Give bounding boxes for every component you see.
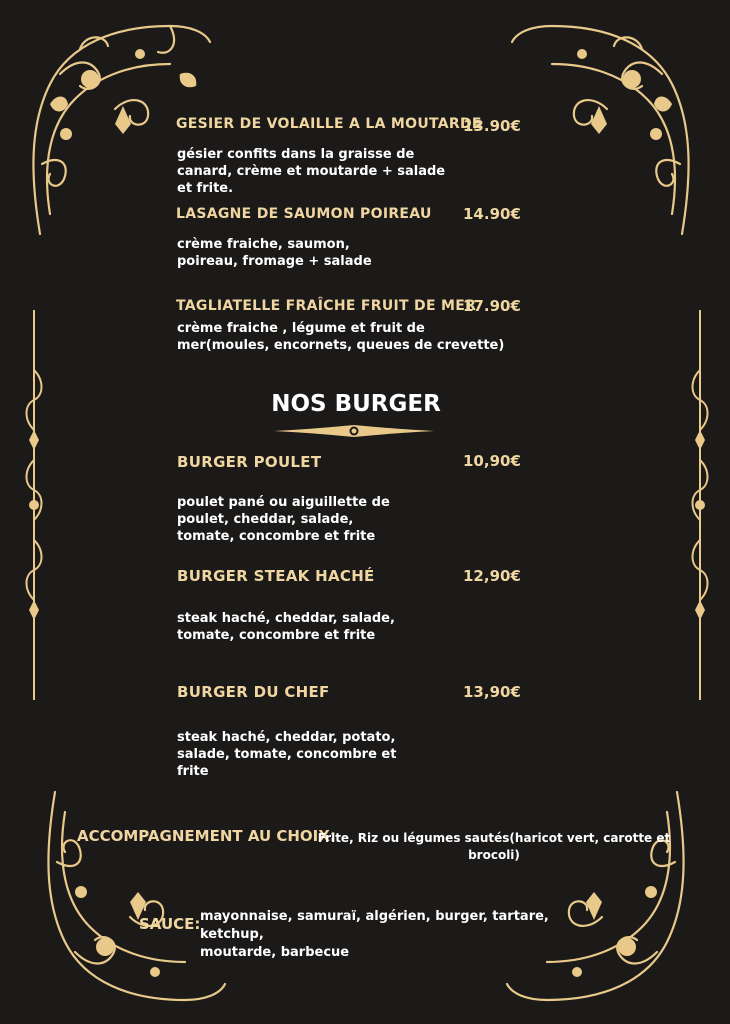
burger-price: 10,90€ (463, 452, 521, 470)
dish-description: crème fraiche , légume et fruit de mer(moules, encornets, queues de crevette) (177, 321, 505, 353)
section-title: NOS BURGER (271, 391, 441, 417)
burger-price: 13,90€ (463, 683, 521, 701)
burger-price: 12,90€ (463, 567, 521, 585)
accompaniment-label: ACCOMPAGNEMENT AU CHOIX: (77, 827, 336, 845)
corner-flourish-icon (20, 782, 250, 1012)
sauce-label: SAUCE: (139, 915, 201, 933)
dish-price: 17.90€ (463, 297, 521, 315)
dish-description: gésier confits dans la graisse de canard, crème et moutarde + salade et frite. (177, 147, 446, 196)
accompaniment-text: Frite, Riz ou légumes sautés(haricot vert, carotte et brocoli) (317, 831, 671, 862)
corner-flourish-icon (490, 14, 714, 244)
burger-name: BURGER POULET (177, 453, 322, 471)
burger-description: poulet pané ou aiguillette de poulet, cheddar, salade, tomate, concombre et frite (177, 495, 390, 544)
dish-price: 13.90€ (463, 117, 521, 135)
dish-name: GESIER DE VOLAILLE A LA MOUTARDE (176, 116, 482, 132)
dish-description: crème fraiche, saumon, poireau, fromage + salade (177, 237, 372, 269)
vertical-flourish-icon (22, 310, 46, 700)
burger-description: steak haché, cheddar, salade, tomate, concombre et frite (177, 611, 395, 643)
title-divider-icon (272, 422, 436, 440)
dish-name: TAGLIATELLE FRAÎCHE FRUIT DE MER (176, 298, 477, 314)
sauce-text: mayonnaise, samuraï, algérien, burger, tartare, ketchup, moutarde, barbecue (200, 909, 549, 960)
dish-name: LASAGNE DE SAUMON POIREAU (176, 206, 432, 222)
burger-name: BURGER STEAK HACHÉ (177, 567, 375, 585)
dish-price: 14.90€ (463, 205, 521, 223)
burger-description: steak haché, cheddar, potato, salade, tomate, concombre et frite (177, 730, 397, 779)
burger-name: BURGER DU CHEF (177, 683, 330, 701)
vertical-flourish-icon (688, 310, 712, 700)
corner-flourish-icon (480, 782, 714, 1012)
